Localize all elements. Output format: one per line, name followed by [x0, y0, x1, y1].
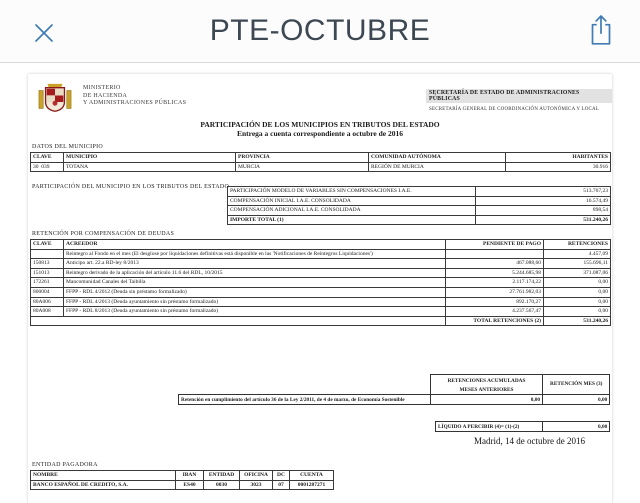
table-row	[31, 162, 611, 172]
cell-clave: 150813	[31, 259, 64, 269]
table-row	[31, 297, 611, 307]
header-line1: RETENCIONES ACUMULADAS	[447, 378, 526, 384]
cell-pendiente: 2.117.174,22	[446, 278, 544, 288]
cell-acreedor: Mancomunidad Canales del Taibilla	[64, 278, 446, 288]
col-header: RETENCIONES	[544, 240, 611, 250]
table-row	[31, 480, 334, 490]
col-header: HABITANTES	[506, 153, 611, 163]
cell-clave: 172261	[31, 278, 64, 288]
col-header: CLAVE	[31, 153, 64, 163]
document-heading-line2: Entrega a cuenta correspondiente a octubre de 2016	[236, 129, 404, 138]
table-row	[31, 259, 611, 269]
section-title-datos-municipio: DATOS DEL MUNICIPIO	[32, 144, 104, 150]
table-header-row	[31, 471, 334, 481]
retenciones-acumuladas-header	[430, 374, 543, 395]
cell-acreedor: FFPP - RDL 4/2012 (Deuda sin préstamo formalizado)	[64, 287, 446, 297]
cell-retencion: 0,00	[544, 297, 611, 307]
topbar	[0, 0, 640, 63]
liquido-a-percibir-label: LÍQUIDO A PERCIBIR (4)= (1)-(2)	[435, 421, 543, 432]
cell-pendiente: 4.237.567,47	[446, 307, 544, 317]
table-total-row	[31, 316, 611, 326]
cell-clave	[31, 249, 64, 259]
cell-oficina: 3023	[240, 480, 273, 490]
cell-retencion: 0,00	[544, 278, 611, 288]
col-header: ACREEDOR	[64, 240, 446, 250]
document-page	[28, 74, 612, 503]
cell-pendiente	[446, 249, 544, 259]
cell-provincia: MURCIA	[236, 162, 369, 172]
cell-acreedor: FFPP - RDL 8/2013 (Deuda ayuntamiento sin préstamo formalizado)	[64, 307, 446, 317]
document-heading-line1: PARTICIPACIÓN DE LOS MUNICIPIOS EN TRIBUTOS DEL ESTADO	[200, 120, 440, 129]
section-title-participacion: PARTICIPACIÓN DEL MUNICIPIO EN LOS TRIBUTOS DEL ESTADO	[32, 184, 230, 190]
table-row	[31, 307, 611, 317]
share-icon	[587, 13, 615, 47]
col-header: CUENTA	[290, 471, 334, 481]
retencion-mes-value: 0,00	[542, 394, 610, 405]
col-header: CLAVE	[31, 240, 64, 250]
col-header: ENTIDAD	[204, 471, 240, 481]
cell-total-value: 531.240,26	[544, 316, 611, 326]
col-header: DC	[273, 471, 290, 481]
table-row	[228, 206, 611, 216]
cell-retencion: 371.087,06	[544, 268, 611, 278]
cell-clave: 80A006	[31, 297, 64, 307]
col-header: COMUNIDAD AUTÓNOMA	[369, 153, 506, 163]
table-total-row	[228, 215, 611, 225]
ministry-line: MINISTERIO	[83, 85, 121, 91]
table-row	[31, 268, 611, 278]
ministry-line: Y ADMINISTRACIONES PÚBLICAS	[83, 100, 187, 106]
share-button[interactable]	[586, 13, 616, 49]
participacion-table	[227, 186, 611, 225]
spain-coat-of-arms-logo	[34, 82, 76, 116]
secretaria-block	[426, 87, 612, 112]
table-header-row	[31, 153, 611, 163]
table-row	[228, 187, 611, 197]
cell-pendiente: 5.244.685,98	[446, 268, 544, 278]
cell-entidad: 0030	[204, 480, 240, 490]
cell-acreedor: FFPP - RDL 4/2013 (Deuda ayuntamiento sin préstamo formalizado)	[64, 297, 446, 307]
cell-total-value: 531.240,26	[476, 215, 611, 225]
ministry-line: DE HACIENDA	[83, 92, 128, 99]
cell-iban: ES40	[176, 480, 204, 490]
cell-label: COMPENSACIÓN ADICIONAL I.A.E. CONSOLIDADA	[228, 206, 476, 216]
cell-retencion: 0,00	[544, 307, 611, 317]
cell-acreedor: Reintegro al Fondo en el mes (El desglose por liquidaciones definitivas está disponible en las 'Notificaciones de Reintegros Liquidaciones')	[64, 249, 446, 259]
document-heading	[28, 120, 612, 138]
cell-empty	[31, 316, 446, 326]
ministry-name-block	[83, 85, 186, 108]
section-title-retencion-deudas: RETENCIÓN POR COMPENSACIÓN DE DEUDAS	[32, 231, 175, 237]
cell-value: 898,54	[476, 206, 611, 216]
cell-dc: 07	[273, 480, 290, 490]
col-header: PROVINCIA	[236, 153, 369, 163]
table-header-row	[31, 240, 611, 250]
retenciones-acumuladas-value: 0,00	[430, 394, 543, 405]
cell-retencion: 4.457,09	[544, 249, 611, 259]
cell-municipio: TOTANA	[64, 162, 236, 172]
datos-municipio-table	[30, 152, 611, 172]
col-header: MUNICIPIO	[64, 153, 236, 163]
cell-clave: 30 039	[31, 162, 64, 172]
cell-label: COMPENSACIÓN INICIAL I.A.E. CONSOLIDADA	[228, 196, 476, 206]
date-line: Madrid, 14 de octubre de 2016	[474, 436, 585, 446]
cell-pendiente: 467.088,60	[446, 259, 544, 269]
cell-value: 513.767,23	[476, 187, 611, 197]
cell-label: PARTICIPACIÓN MODELO DE VARIABLES SIN COMPENSACIONES I.A.E.	[228, 187, 476, 197]
cell-clave: 80A008	[31, 307, 64, 317]
cell-pendiente: 27.761.982,03	[446, 287, 544, 297]
col-header: NOMBRE	[31, 471, 176, 481]
retencion-sostenible-label: Retención en cumplimiento del artículo 36 de la Ley 2/2011, de 4 de marzo, de Economía Sostenible	[178, 394, 431, 405]
cell-retencion: 155.696,11	[544, 259, 611, 269]
cell-clave: 151013	[31, 268, 64, 278]
cell-comunidad: REGIÓN DE MURCIA	[369, 162, 506, 172]
liquido-a-percibir-value: 0,00	[542, 421, 610, 432]
cell-nombre: BANCO ESPAÑOL DE CREDITO, S.A.	[31, 480, 176, 490]
entidad-pagadora-table	[30, 470, 334, 490]
document-viewer[interactable]	[0, 63, 640, 503]
page-title: PTE-OCTUBRE	[209, 14, 431, 47]
cell-retencion: 0,00	[544, 287, 611, 297]
col-header: IBAN	[176, 471, 204, 481]
cell-clave: 800004	[31, 287, 64, 297]
cell-cuenta: 0001287271	[290, 480, 334, 490]
section-title-entidad-pagadora: ENTIDAD PAGADORA	[32, 462, 98, 468]
col-header: PENDIENTE DE PAGO	[446, 240, 544, 250]
secretaria-estado-label: SECRETARÍA DE ESTADO DE ADMINISTRACIONES PÚBLICAS	[426, 89, 612, 103]
retencion-mes-header: RETENCIÓN MES (3)	[542, 374, 610, 395]
table-row	[31, 249, 611, 259]
secretaria-general-label: SECRETARÍA GENERAL DE COORDINACIÓN AUTONÓMICA Y LOCAL	[429, 107, 600, 112]
cell-pendiente: 892.170,27	[446, 297, 544, 307]
table-row	[31, 278, 611, 288]
cell-habitantes: 30.916	[506, 162, 611, 172]
cell-value: 16.574,49	[476, 196, 611, 206]
cell-acreedor: Anticipo art. 22.a RD-ley 8/2013	[64, 259, 446, 269]
table-row	[228, 196, 611, 206]
table-row	[31, 287, 611, 297]
retencion-deudas-table	[30, 239, 611, 326]
header-line2: MESES ANTERIORES	[459, 386, 514, 393]
cell-total-label: TOTAL RETENCIONES (2)	[446, 316, 544, 326]
cell-total-label: IMPORTE TOTAL (1)	[228, 215, 476, 225]
cell-acreedor: Reintegro derivado de la aplicación del artículo 11.6 del RDL, 10/2015	[64, 268, 446, 278]
col-header: OFICINA	[240, 471, 273, 481]
